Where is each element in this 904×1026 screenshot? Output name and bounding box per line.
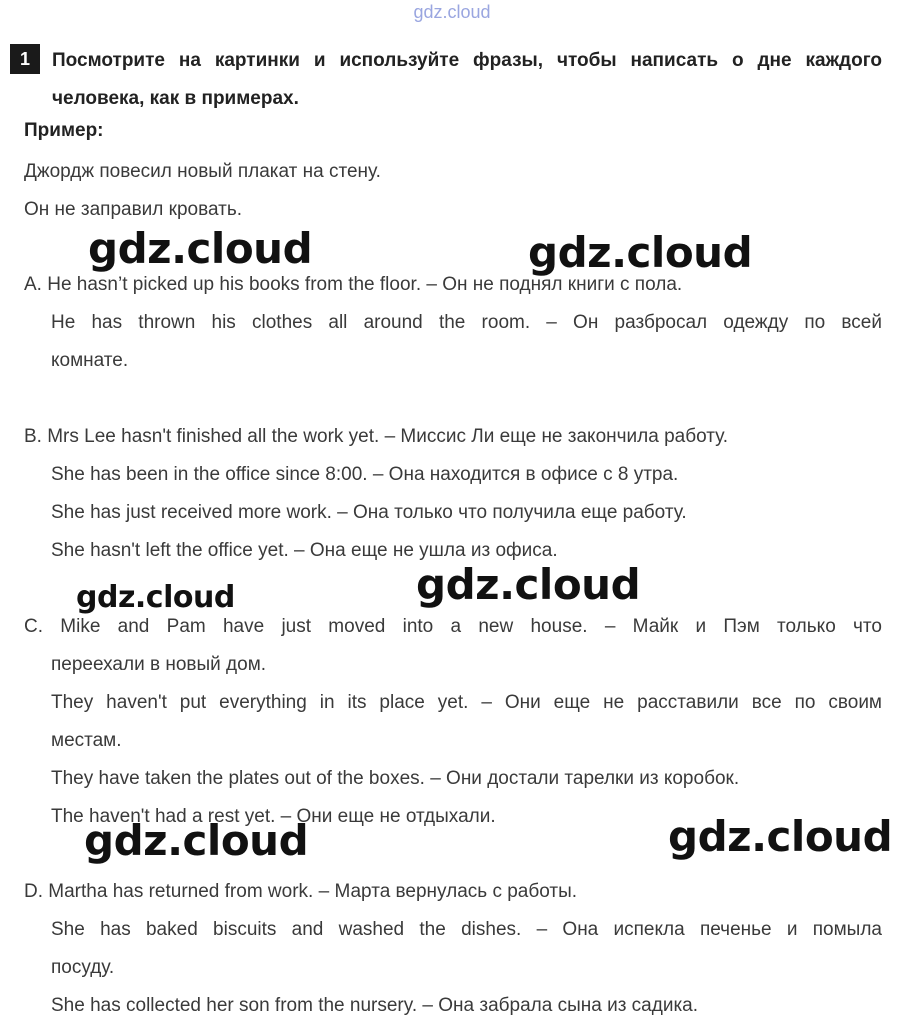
example-line-2: Он не заправил кровать. bbox=[24, 199, 243, 220]
section-c-line-2-part-1: They haven't put everything in its place yet. – Они еще не расставили все по своим bbox=[51, 692, 882, 713]
section-d-line-2-part-1: She has baked biscuits and washed the dishes. – Она испекла печенье и помыла bbox=[51, 919, 882, 940]
section-a-line-2 bbox=[51, 304, 882, 380]
section-a-line-1: A. He hasn’t picked up his books from the floor. – Он не поднял книги с пола. bbox=[24, 274, 683, 295]
exercise-instruction: Посмотрите на картинки и используйте фразы, чтобы написать о дне каждого человека, как в примерах. bbox=[52, 50, 882, 109]
watermark: gdz.cloud bbox=[88, 224, 313, 273]
section-c-line-1 bbox=[24, 608, 882, 684]
section-b-line-4: She hasn't left the office yet. – Она еще не ушла из офиса. bbox=[51, 540, 558, 561]
watermark: gdz.cloud bbox=[528, 228, 753, 277]
section-b-line-2: She has been in the office since 8:00. – Она находится в офисе с 8 утра. bbox=[51, 464, 679, 485]
site-watermark-top: gdz.cloud bbox=[413, 2, 491, 22]
exercise-number-badge: 1 bbox=[10, 44, 40, 74]
section-d-line-2-part-2: посуду. bbox=[51, 957, 115, 978]
watermark: gdz.cloud bbox=[84, 816, 309, 865]
section-b-line-3: She has just received more work. – Она только что получила еще работу. bbox=[51, 502, 687, 523]
section-d-line-2 bbox=[51, 911, 882, 987]
watermark: gdz.cloud bbox=[668, 812, 893, 861]
section-c-line-1-part-2: переехали в новый дом. bbox=[51, 654, 267, 675]
example-label: Пример: bbox=[24, 120, 104, 141]
section-d-line-3: She has collected her son from the nursery. – Она забрала сына из садика. bbox=[51, 995, 699, 1016]
watermark: gdz.cloud bbox=[76, 580, 235, 615]
section-d-line-1: D. Martha has returned from work. – Марта вернулась с работы. bbox=[24, 881, 578, 902]
section-c-line-1-part-1: C. Mike and Pam have just moved into a new house. – Майк и Пэм только что bbox=[24, 616, 882, 637]
section-c-line-3: They have taken the plates out of the boxes. – Они достали тарелки из коробок. bbox=[51, 768, 740, 789]
section-c-line-2-part-2: местам. bbox=[51, 730, 122, 751]
section-a-line-2-part-2: комнате. bbox=[51, 350, 129, 371]
section-c-line-2 bbox=[51, 684, 882, 760]
watermark: gdz.cloud bbox=[416, 560, 641, 609]
section-a-line-2-part-1: He has thrown his clothes all around the room. – Он разбросал одежду по всей bbox=[51, 312, 882, 333]
section-b-line-1: B. Mrs Lee hasn't finished all the work yet. – Миссис Ли еще не закончила работу. bbox=[24, 426, 729, 447]
section-c-line-4: The haven't had a rest yet. – Они еще не отдыхали. bbox=[51, 806, 496, 827]
example-line-1: Джордж повесил новый плакат на стену. bbox=[24, 161, 381, 182]
